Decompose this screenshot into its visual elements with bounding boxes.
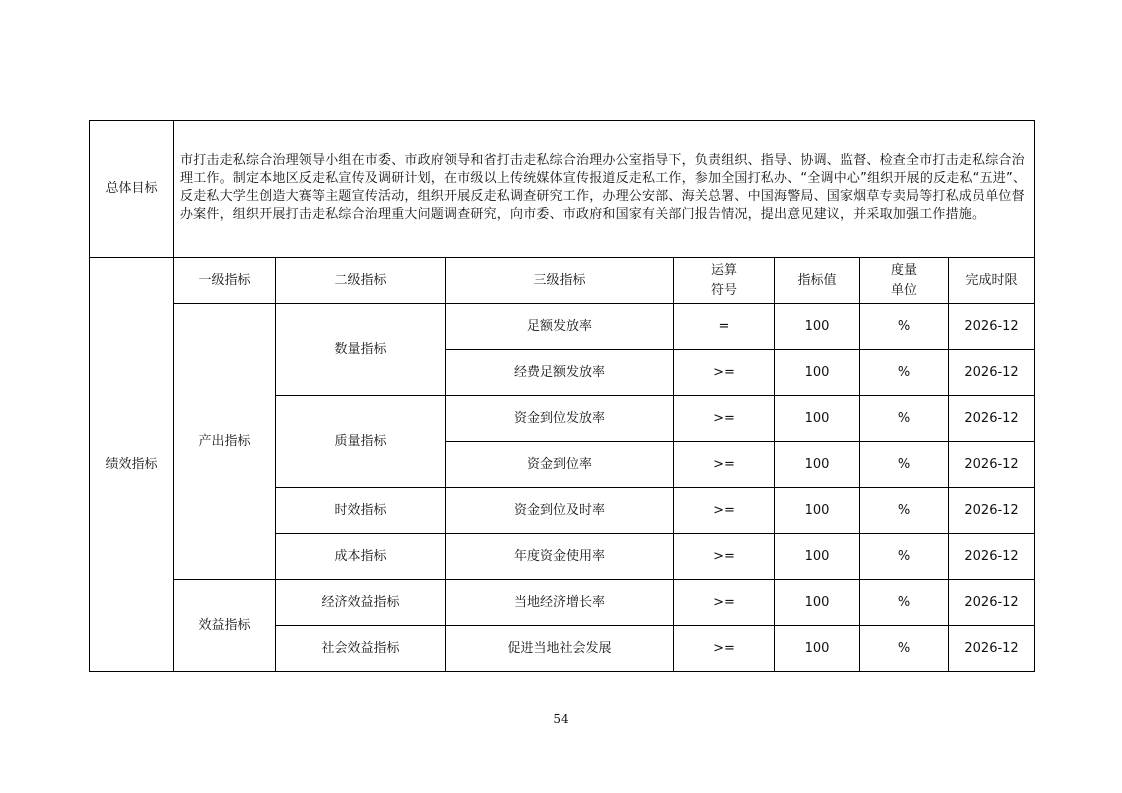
group-benefit: 效益指标 — [174, 580, 276, 672]
cell-deadline: 2026-12 — [949, 580, 1035, 626]
cell-level3: 经费足额发放率 — [446, 350, 674, 396]
header-unit-line1: 度量 — [890, 262, 917, 278]
subgroup-timeliness: 时效指标 — [276, 488, 446, 534]
cell-value: 100 — [775, 350, 860, 396]
cell-unit: % — [860, 488, 949, 534]
subgroup-social: 社会效益指标 — [276, 626, 446, 672]
cell-unit: % — [860, 350, 949, 396]
goal-row — [90, 121, 1035, 258]
group-output: 产出指标 — [174, 304, 276, 580]
subgroup-quantity: 数量指标 — [276, 304, 446, 396]
cell-level3: 资金到位及时率 — [446, 488, 674, 534]
cell-operator: >= — [674, 580, 775, 626]
cell-operator: >= — [674, 396, 775, 442]
cell-level3: 当地经济增长率 — [446, 580, 674, 626]
cell-level3: 年度资金使用率 — [446, 534, 674, 580]
cell-level3: 足额发放率 — [446, 304, 674, 350]
cell-unit: % — [860, 442, 949, 488]
header-value: 指标值 — [775, 258, 860, 304]
subgroup-cost: 成本指标 — [276, 534, 446, 580]
table-row — [90, 304, 1035, 350]
subgroup-quality: 质量指标 — [276, 396, 446, 488]
cell-value: 100 — [775, 304, 860, 350]
cell-operator: >= — [674, 534, 775, 580]
cell-deadline: 2026-12 — [949, 396, 1035, 442]
cell-level3: 资金到位发放率 — [446, 396, 674, 442]
performance-table — [89, 120, 1035, 672]
subgroup-economic: 经济效益指标 — [276, 580, 446, 626]
table-row — [90, 580, 1035, 626]
cell-unit: % — [860, 304, 949, 350]
cell-operator: >= — [674, 488, 775, 534]
cell-value: 100 — [775, 626, 860, 672]
header-operator-line1: 运算 — [710, 262, 737, 278]
cell-value: 100 — [775, 488, 860, 534]
header-level3: 三级指标 — [446, 258, 674, 304]
cell-unit: % — [860, 534, 949, 580]
cell-deadline: 2026-12 — [949, 304, 1035, 350]
header-level2: 二级指标 — [276, 258, 446, 304]
cell-operator: >= — [674, 350, 775, 396]
cell-operator: = — [674, 304, 775, 350]
cell-operator: >= — [674, 442, 775, 488]
header-level1: 一级指标 — [174, 258, 276, 304]
cell-value: 100 — [775, 442, 860, 488]
cell-level3: 促进当地社会发展 — [446, 626, 674, 672]
cell-deadline: 2026-12 — [949, 488, 1035, 534]
cell-value: 100 — [775, 580, 860, 626]
cell-value: 100 — [775, 534, 860, 580]
performance-label: 绩效指标 — [90, 258, 174, 672]
cell-level3: 资金到位率 — [446, 442, 674, 488]
cell-unit: % — [860, 626, 949, 672]
cell-unit: % — [860, 396, 949, 442]
cell-deadline: 2026-12 — [949, 626, 1035, 672]
page-number: 54 — [553, 712, 569, 726]
header-operator-line2: 符号 — [710, 282, 737, 298]
header-unit — [860, 258, 949, 304]
header-deadline: 完成时限 — [949, 258, 1035, 304]
cell-deadline: 2026-12 — [949, 350, 1035, 396]
cell-deadline: 2026-12 — [949, 442, 1035, 488]
goal-label: 总体目标 — [90, 121, 174, 258]
header-operator — [674, 258, 775, 304]
cell-operator: >= — [674, 626, 775, 672]
cell-unit: % — [860, 580, 949, 626]
cell-deadline: 2026-12 — [949, 534, 1035, 580]
header-unit-line2: 单位 — [890, 282, 917, 298]
goal-text: 市打击走私综合治理领导小组在市委、市政府领导和省打击走私综合治理办公室指导下，负责组织、指导、协调、监督、检查全市打击走私综合治理工作。制定本地区反走私宣传及调研计划，在市级以上传统媒体宣传报道反走私工作，参加全国打私办、“全调中心”组织开展的反走私“五进”、反走私大学生创造大赛等主题宣传活动，组织开展反走私调查研究工作，办理公安部、海关总署、中国海警局、国家烟草专卖局等打私成员单位督办案件，组织开展打击走私综合治理重大问题调查研究，向市委、市政府和国家有关部门报告情况，提出意见建议，并采取加强工作措施。 — [174, 121, 1035, 258]
header-row — [90, 258, 1035, 304]
cell-value: 100 — [775, 396, 860, 442]
